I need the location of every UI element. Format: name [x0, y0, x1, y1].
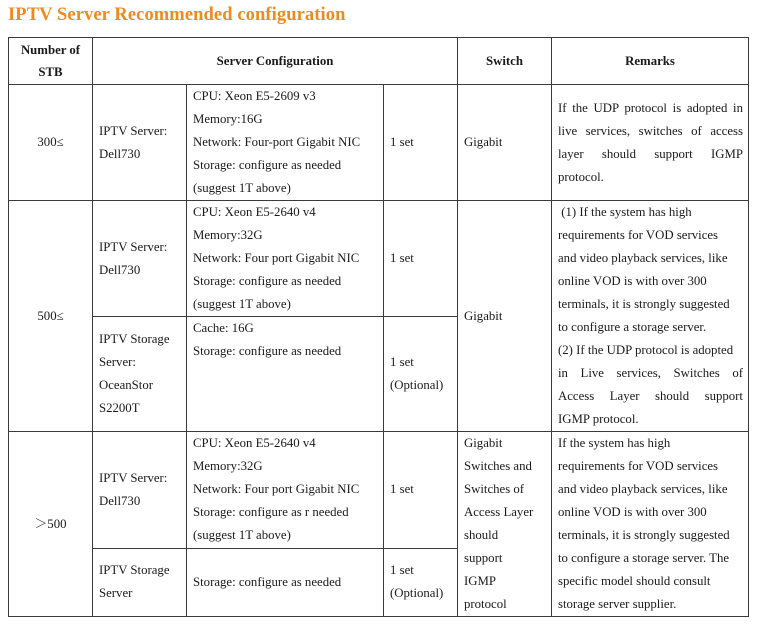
switch-line: IGMP — [464, 574, 496, 588]
switch-line: Switches and — [464, 459, 532, 473]
remarks-line: IGMP protocol. — [558, 412, 639, 426]
switch-line: Switches of — [464, 482, 525, 496]
quantity-line: (Optional) — [390, 586, 444, 601]
config-table — [8, 37, 749, 617]
storage-spec-line: Cache: 16G — [193, 321, 254, 335]
storage-spec-cell — [187, 548, 384, 616]
remarks-cell — [552, 85, 749, 201]
remarks-line: to configure a storage server. — [558, 320, 707, 334]
server-name-line: IPTV Server: — [99, 470, 168, 485]
storage-name-cell — [93, 317, 187, 432]
spec-line: Network: Four port Gigabit NIC — [193, 482, 360, 497]
remarks-line: in Live services, Switches of — [558, 366, 743, 380]
quantity-line: 1 set — [390, 251, 414, 265]
server-name-line: Dell730 — [99, 146, 141, 161]
remarks-line: storage server supplier. — [558, 597, 677, 611]
stb-count-cell: 500≤ — [9, 201, 93, 432]
spec-line: Storage: configure as r needed — [193, 505, 349, 520]
remarks-line: live services, switches of access — [558, 123, 743, 138]
spec-line: Storage: configure as needed — [193, 274, 342, 288]
remarks-line: terminals, it is strongly suggested — [558, 528, 730, 542]
storage-name-cell — [93, 548, 187, 616]
server-name-line: Dell730 — [99, 493, 141, 508]
storage-name-line: Server: — [99, 355, 136, 369]
quantity-cell — [384, 432, 458, 549]
switch-line: support — [464, 551, 503, 565]
switch-line: Gigabit — [464, 135, 503, 149]
remarks-line: and video playback services, like — [558, 482, 728, 496]
spec-line: Network: Four-port Gigabit NIC — [193, 135, 361, 149]
remarks-line: Access Layer should support — [558, 389, 743, 403]
server-name-line: IPTV Server: — [99, 239, 168, 254]
storage-spec-line: Storage: configure as needed — [193, 574, 342, 589]
server-spec-cell — [187, 85, 384, 201]
storage-name-line: Server — [99, 586, 133, 601]
spec-line: Memory:16G — [193, 112, 263, 126]
spec-line: CPU: Xeon E5-2640 v4 — [193, 205, 316, 219]
remarks-line: requirements for VOD services — [558, 228, 719, 242]
remarks-line: If the UDP protocol is adopted in — [558, 100, 743, 115]
storage-name-line: S2200T — [99, 401, 140, 415]
header-switch: Switch — [458, 38, 552, 85]
quantity-cell — [384, 85, 458, 201]
spec-line: (suggest 1T above) — [193, 181, 291, 195]
remarks-line: (1) If the system has high — [558, 205, 692, 219]
storage-name-line: IPTV Storage — [99, 332, 170, 346]
remarks-line: and video playback services, like — [558, 251, 728, 265]
quantity-cell — [384, 201, 458, 317]
remarks-line: online VOD is with over 300 — [558, 274, 707, 288]
quantity-line: 1 set — [390, 563, 414, 578]
page-title: IPTV Server Recommended configuration — [8, 5, 346, 25]
switch-line: protocol — [464, 597, 507, 611]
switch-cell — [458, 201, 552, 432]
spec-line: (suggest 1T above) — [193, 528, 291, 543]
storage-name-line: IPTV Storage — [99, 563, 170, 578]
stb-count-cell: 300≤ — [9, 85, 93, 201]
remarks-line: requirements for VOD services — [558, 459, 719, 473]
spec-line: Memory:32G — [193, 459, 263, 474]
quantity-line: 1 set — [390, 355, 414, 369]
quantity-line: 1 set — [390, 135, 414, 149]
server-name-cell — [93, 432, 187, 549]
remarks-line: terminals, it is strongly suggested — [558, 297, 730, 311]
storage-quantity-cell — [384, 548, 458, 616]
storage-quantity-cell — [384, 317, 458, 432]
storage-name-line: OceanStor — [99, 378, 154, 392]
spec-line: CPU: Xeon E5-2609 v3 — [193, 89, 316, 103]
switch-line: should — [464, 528, 499, 542]
spec-line: CPU: Xeon E5-2640 v4 — [193, 436, 316, 451]
remarks-line: If the system has high — [558, 436, 671, 450]
quantity-line: (Optional) — [390, 378, 444, 392]
table-row — [9, 85, 749, 201]
switch-line: Gigabit — [464, 436, 503, 450]
header-server-configuration: Server Configuration — [93, 38, 458, 85]
table-row — [9, 201, 749, 317]
stb-count-cell: ＞500 — [9, 432, 93, 617]
switch-line: Gigabit — [464, 308, 503, 323]
remarks-line: protocol. — [558, 169, 604, 184]
server-spec-cell — [187, 432, 384, 549]
remarks-line: to configure a storage server. The — [558, 551, 730, 565]
header-row — [9, 38, 749, 85]
quantity-line: 1 set — [390, 482, 414, 497]
table-row — [9, 432, 749, 549]
remarks-cell — [552, 201, 749, 432]
server-name-cell — [93, 85, 187, 201]
spec-line: Storage: configure as needed — [193, 158, 342, 172]
remarks-line: layer should support IGMP — [558, 146, 743, 161]
switch-line: Access Layer — [464, 505, 534, 519]
spec-line: Network: Four port Gigabit NIC — [193, 251, 360, 265]
header-remarks: Remarks — [552, 38, 749, 85]
spec-line: (suggest 1T above) — [193, 297, 291, 311]
remarks-cell — [552, 432, 749, 617]
header-stb: Number of STB — [9, 38, 93, 85]
server-spec-cell — [187, 201, 384, 317]
server-name-line: IPTV Server: — [99, 123, 168, 138]
server-name-line: Dell730 — [99, 262, 141, 277]
storage-spec-cell — [187, 317, 384, 432]
server-name-cell — [93, 201, 187, 317]
remarks-line: online VOD is with over 300 — [558, 505, 707, 519]
remarks-line: specific model should consult — [558, 574, 711, 588]
storage-spec-line: Storage: configure as needed — [193, 344, 342, 358]
spec-line: Memory:32G — [193, 228, 263, 242]
switch-cell — [458, 432, 552, 617]
switch-cell — [458, 85, 552, 201]
remarks-line: (2) If the UDP protocol is adopted — [558, 343, 734, 357]
